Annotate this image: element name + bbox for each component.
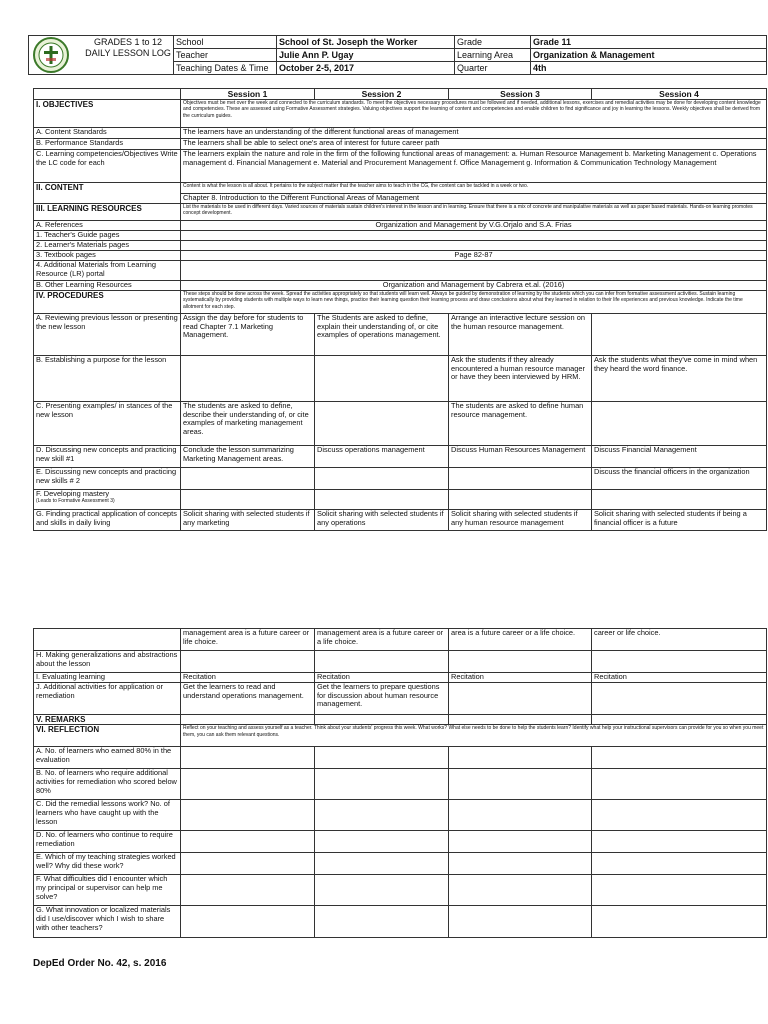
competencies-text: The learners explain the nature and role in the firm of the following functional areas of management: a. Human Resource Management b. Marketing Management c. Operations management d. Financial Management e. Material and Procurement Management f. Office Management g. Information & Communication Technology Management: [181, 150, 767, 183]
session-1-header: Session 1: [181, 89, 315, 100]
other-resources-label: B. Other Learning Resources: [34, 281, 181, 291]
row-a-session4: [592, 314, 767, 356]
references-label: A. References: [34, 221, 181, 231]
continuation-session4: career or life choice.: [592, 629, 767, 651]
row-d-session2: Discuss operations management: [315, 446, 449, 468]
reflection-g-s1: [181, 906, 315, 938]
textbook-label: 3. Textbook pages: [34, 251, 181, 261]
reflection-e-s1: [181, 853, 315, 875]
continuation-label: [34, 629, 181, 651]
row-c-session1: The students are asked to define, describe their understanding of, or cite examples of marketing management areas.: [181, 402, 315, 446]
row-d-session1: Conclude the lesson summarizing Marketing Management areas.: [181, 446, 315, 468]
row-a-session3: Arrange an interactive lecture session on the human resource management.: [449, 314, 592, 356]
row-h-session1: [181, 651, 315, 673]
lesson-table-page2: [33, 628, 767, 938]
reflection-b-s2: [315, 769, 449, 800]
content-label: II. CONTENT: [34, 183, 181, 204]
session-2-header: Session 2: [315, 89, 449, 100]
content-note: Content is what the lesson is all about. It pertains to the subject matter that the teacher aims to teach in the CG, the content can be tackled in a week or two.: [181, 183, 767, 194]
row-f-subtitle: (Leads to Formative Assessment 3): [36, 497, 115, 504]
row-j-label: J. Additional activities for application or remediation: [34, 683, 181, 715]
content-standards-text: The learners have an understanding of the different functional areas of management: [181, 128, 767, 139]
row-f-session2: [315, 490, 449, 510]
school-value: School of St. Joseph the Worker: [277, 36, 455, 49]
row-b-session4: Ask the students what they've come in mind when they heard the word finance.: [592, 356, 767, 402]
reflection-a-s4: [592, 747, 767, 769]
row-i-label: I. Evaluating learning: [34, 673, 181, 683]
content-standards-label: A. Content Standards: [34, 128, 181, 139]
row-i-session4: Recitation: [592, 673, 767, 683]
row-g-session3: Solicit sharing with selected students if any human resource management: [449, 510, 592, 531]
reflection-g-s3: [449, 906, 592, 938]
competencies-label: C. Learning competencies/Objectives Write the LC code for each: [34, 150, 181, 183]
learners-materials-label: 2. Learner's Materials pages: [34, 241, 181, 251]
reflection-d-s1: [181, 831, 315, 853]
row-f-label: [34, 490, 181, 510]
procedures-label: IV. PROCEDURES: [34, 291, 181, 314]
continuation-session3: area is a future career or a life choice.: [449, 629, 592, 651]
reflection-a-s3: [449, 747, 592, 769]
teacher-value: Julie Ann P. Ugay: [277, 49, 455, 62]
reflection-g-s2: [315, 906, 449, 938]
reflection-e-s4: [592, 853, 767, 875]
row-c-session4: [592, 402, 767, 446]
quarter-label: Quarter: [455, 62, 531, 75]
objectives-note: Objectives must be met over the week and connected to the curriculum standards. To meet the objectives necessary procedures must be followed and if needed, additional lessons, exercises and remedial activities may be done for developing content knowledge and competencies. These are assessed using Formative Assessment strategies. Valuing objectives support the learning of content and competencies and enable children to find significance and joy in learning the lessons. Weekly objectives shall be derived from the curriculum guides.: [181, 100, 767, 128]
reflection-f-label: F. What difficulties did I encounter which my principal or supervisor can help me solve?: [34, 875, 181, 906]
row-d-label: D. Discussing new concepts and practicing new skill #1: [34, 446, 181, 468]
reflection-d-s3: [449, 831, 592, 853]
row-h-session3: [449, 651, 592, 673]
row-e-session2: [315, 468, 449, 490]
row-b-session1: [181, 356, 315, 402]
reflection-c-s4: [592, 800, 767, 831]
remarks-session4: [592, 715, 767, 725]
teachers-guide-label: 1. Teacher's Guide pages: [34, 231, 181, 241]
row-a-session2: The Students are asked to define, explain their understanding of, or cite examples of operations management.: [315, 314, 449, 356]
reflection-note: Reflect on your teaching and assess yourself as a teacher. Think about your students' progress this week. What works? What else needs to be done to help the students learn? Identify what help your instructional supervisors can provide for you so when you meet them, you can ask them relevant questions.: [181, 725, 767, 747]
content-text: Chapter 8. Introduction to the Different Functional Areas of Management: [181, 194, 767, 204]
dates-label: Teaching Dates & Time: [174, 62, 277, 75]
continuation-session1: management area is a future career or life choice.: [181, 629, 315, 651]
row-h-session2: [315, 651, 449, 673]
row-c-session2: [315, 402, 449, 446]
reflection-f-s3: [449, 875, 592, 906]
reflection-c-label: C. Did the remedial lessons work? No. of learners who have caught up with the lesson: [34, 800, 181, 831]
row-j-session3: [449, 683, 592, 715]
performance-standards-text: The learners shall be able to select one's area of interest for future career path: [181, 139, 767, 150]
row-f-title: F. Developing mastery: [36, 489, 110, 499]
reflection-d-s2: [315, 831, 449, 853]
deped-order-footer: DepEd Order No. 42, s. 2016: [33, 958, 167, 969]
row-i-session3: Recitation: [449, 673, 592, 683]
row-e-session4: Discuss the financial officers in the organization: [592, 468, 767, 490]
reflection-c-s3: [449, 800, 592, 831]
log-title-line1: GRADES 1 to 12: [93, 37, 163, 47]
reflection-label: VI. REFLECTION: [34, 725, 181, 747]
reflection-g-s4: [592, 906, 767, 938]
textbook-value: Page 82-87: [181, 251, 767, 261]
row-j-session1: Get the learners to read and understand operations management.: [181, 683, 315, 715]
learners-materials-value: [181, 241, 767, 251]
row-i-session1: Recitation: [181, 673, 315, 683]
reflection-f-s4: [592, 875, 767, 906]
reflection-f-s1: [181, 875, 315, 906]
reflection-d-label: D. No. of learners who continue to require remediation: [34, 831, 181, 853]
row-h-session4: [592, 651, 767, 673]
reflection-d-s4: [592, 831, 767, 853]
reflection-a-s2: [315, 747, 449, 769]
lr-portal-value: [181, 261, 767, 281]
school-label: School: [174, 36, 277, 49]
log-title: [29, 36, 174, 75]
row-g-session2: Solicit sharing with selected students if any operations: [315, 510, 449, 531]
lr-portal-label: 4. Additional Materials from Learning Resource (LR) portal: [34, 261, 181, 281]
row-b-session3: Ask the students if they already encountered a human resource manager or have they been interviewed by HRM.: [449, 356, 592, 402]
continuation-session2: management area is a future career or a life choice.: [315, 629, 449, 651]
grade-value: Grade 11: [531, 36, 767, 49]
row-j-session2: Get the learners to prepare questions for discussion about human resource management.: [315, 683, 449, 715]
reflection-f-s2: [315, 875, 449, 906]
row-b-label: B. Establishing a purpose for the lesson: [34, 356, 181, 402]
log-title-line2: DAILY LESSON LOG: [85, 47, 171, 58]
grade-label: Grade: [455, 36, 531, 49]
remarks-session1: [181, 715, 315, 725]
reflection-b-s4: [592, 769, 767, 800]
row-c-label: C. Presenting examples/ in stances of the new lesson: [34, 402, 181, 446]
references-text: Organization and Management by V.G.Orjalo and S.A. Frias: [181, 221, 767, 231]
other-resources-value: Organization and Management by Cabrera et.al. (2016): [181, 281, 767, 291]
reflection-e-s3: [449, 853, 592, 875]
row-b-session2: [315, 356, 449, 402]
session-3-header: Session 3: [449, 89, 592, 100]
reflection-g-label: G. What innovation or localized materials did I use/discover which I wish to share with other teachers?: [34, 906, 181, 938]
row-e-session3: [449, 468, 592, 490]
reflection-b-s3: [449, 769, 592, 800]
remarks-label: V. REMARKS: [34, 715, 181, 725]
remarks-session2: [315, 715, 449, 725]
area-value: Organization & Management: [531, 49, 767, 62]
row-c-session3: The students are asked to define human resource management.: [449, 402, 592, 446]
row-f-session1: [181, 490, 315, 510]
reflection-e-s2: [315, 853, 449, 875]
area-label: Learning Area: [455, 49, 531, 62]
resources-label: III. LEARNING RESOURCES: [34, 204, 181, 221]
reflection-c-s1: [181, 800, 315, 831]
corner-cell: [34, 89, 181, 100]
reflection-a-s1: [181, 747, 315, 769]
row-g-session1: Solicit sharing with selected students if any marketing: [181, 510, 315, 531]
row-f-session3: [449, 490, 592, 510]
row-a-session1: Assign the day before for students to read Chapter 7.1 Marketing Management.: [181, 314, 315, 356]
row-a-label: A. Reviewing previous lesson or presenting the new lesson: [34, 314, 181, 356]
reflection-c-s2: [315, 800, 449, 831]
row-h-label: H. Making generalizations and abstractions about the lesson: [34, 651, 181, 673]
row-g-session4: Solicit sharing with selected students if being a financial officer is a future: [592, 510, 767, 531]
row-i-session2: Recitation: [315, 673, 449, 683]
reflection-b-label: B. No. of learners who require additional activities for remediation who scored below 80%: [34, 769, 181, 800]
row-j-session4: [592, 683, 767, 715]
row-e-label: E. Discussing new concepts and practicing new skills # 2: [34, 468, 181, 490]
resources-note: List the materials to be used in different days. Varied sources of materials sustain children's interest in the lesson and in learning. Ensure that there is a mix of concrete and manipulative materials as well as paper based materials. Hands-on learning promotes concept development.: [181, 204, 767, 221]
remarks-session3: [449, 715, 592, 725]
row-d-session4: Discuss Financial Management: [592, 446, 767, 468]
row-d-session3: Discuss Human Resources Management: [449, 446, 592, 468]
header-table: [28, 35, 767, 75]
row-e-session1: [181, 468, 315, 490]
row-f-session4: [592, 490, 767, 510]
reflection-e-label: E. Which of my teaching strategies worked well? Why did these work?: [34, 853, 181, 875]
performance-standards-label: B. Performance Standards: [34, 139, 181, 150]
lesson-table-page1: [33, 88, 767, 531]
quarter-value: 4th: [531, 62, 767, 75]
teachers-guide-value: [181, 231, 767, 241]
reflection-a-label: A. No. of learners who earned 80% in the evaluation: [34, 747, 181, 769]
objectives-label: I. OBJECTIVES: [34, 100, 181, 128]
procedures-note: These steps should be done across the week. Spread the activities appropriately so that students will learn well. Always be guided by demonstration of learning by the students which you can infer from formative assessment activities. Sustain learning systematically by providing students with multiple ways to learn new things, practice their learning question their learning process and draw conclusions about what they learned in relation to their life experiences and previous knowledge. Indicate the time allotment for each step.: [181, 291, 767, 314]
row-g-label: G. Finding practical application of concepts and skills in daily living: [34, 510, 181, 531]
dates-value: October 2-5, 2017: [277, 62, 455, 75]
reflection-b-s1: [181, 769, 315, 800]
teacher-label: Teacher: [174, 49, 277, 62]
session-4-header: Session 4: [592, 89, 767, 100]
